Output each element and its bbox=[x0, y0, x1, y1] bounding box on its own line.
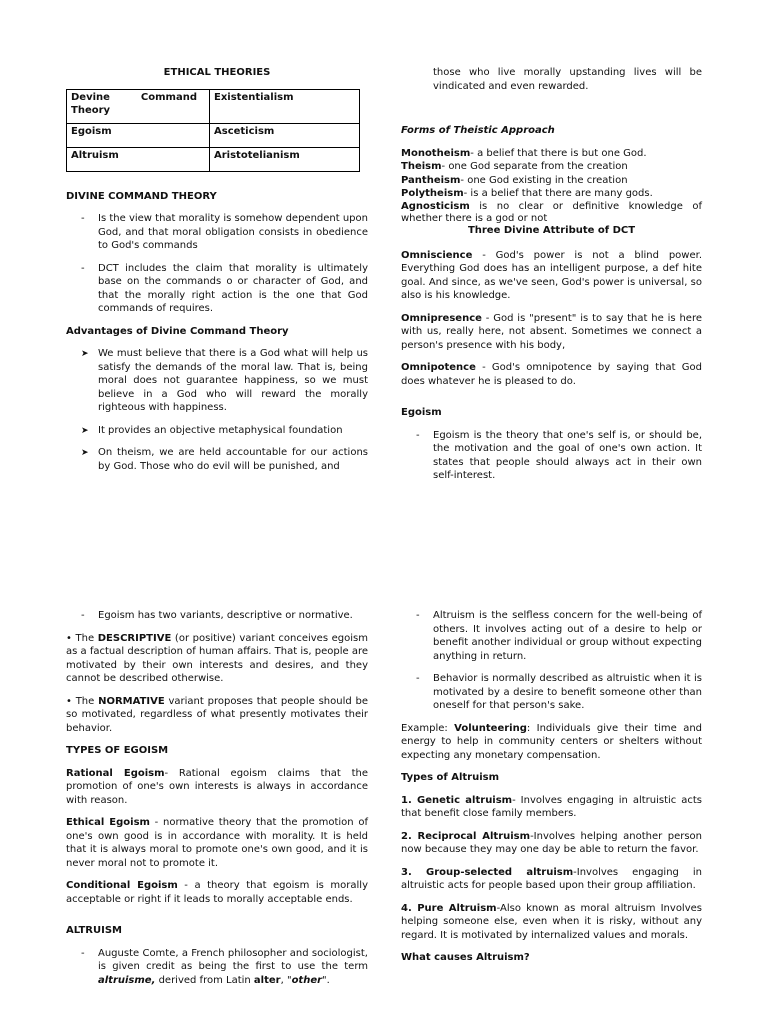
attribute-item: Omnipresence - God is "present" is to say that he is here with us, really here, not absent. Sometimes we connect a person's presence with his body, bbox=[401, 312, 702, 351]
list-item: Monotheism- a belief that there is but one God. bbox=[401, 147, 647, 159]
table-row bbox=[67, 123, 360, 147]
normative-paragraph: • The NORMATIVE variant proposes that people should be so motivated, regardless of what presently motivates their behavior. bbox=[66, 695, 369, 734]
table-row bbox=[67, 147, 360, 171]
list-item: - Auguste Comte, a French philosopher and sociologist, is given credit as being the first to use the term altruisme, derived from Latin alter, "other". bbox=[81, 947, 368, 986]
attribute-item: Omnipotence - God's omnipotence by saying that God does whatever he is pleased to do. bbox=[401, 362, 702, 387]
dash-bullet: - bbox=[416, 429, 420, 441]
list-item: - Egoism is the theory that one's self is, or should be, the motivation and the goal of one's own action. It states that people should always act in their own self-interest. bbox=[416, 429, 702, 481]
altruism-type-item: 2. Reciprocal Altruism-Involves helping another person now because they may one day be able to return the favor. bbox=[401, 830, 702, 855]
descriptive-paragraph: • The DESCRIPTIVE (or positive) variant conceives egoism as a factual description of human affairs. That is, people are motivated by their own interests and desires, and they cannot be described otherwise. bbox=[66, 632, 369, 684]
list-item: Theism- one God separate from the creation bbox=[401, 161, 628, 172]
table-cell: Egoism bbox=[67, 123, 210, 147]
theistic-heading: Forms of Theistic Approach bbox=[401, 125, 555, 136]
altruism-type-item: 3. Group-selected altruism-Involves engaging in altruistic acts for people based upon their group affiliation. bbox=[401, 866, 702, 891]
list-item: - Altruism is the selfless concern for the well-being of others. It involves acting out of a desire to help or benefit another individual or group without expecting anything in return. bbox=[416, 610, 702, 662]
altruism-type-item: 1. Genetic altruism- Involves engaging in altruistic acts that benefit close family members. bbox=[401, 794, 702, 819]
example-paragraph: Example: Volunteering: Individuals give their time and energy to help in community centers or shelters without expecting any monetary compensation. bbox=[401, 722, 703, 761]
theistic-list bbox=[401, 147, 702, 225]
types-of-egoism-heading: TYPES OF EGOISM bbox=[66, 745, 169, 756]
advantages-heading: Advantages of Divine Command Theory bbox=[66, 325, 289, 337]
altruism-type-item: 4. Pure Altruism-Also known as moral altruism Involves helping someone else, even when it is risky, without any regard. It is motivated by internalized values and morals. bbox=[401, 902, 702, 941]
egoism-heading: Egoism bbox=[401, 407, 442, 418]
table-cell: Altruism bbox=[67, 147, 210, 171]
page-1-left-column bbox=[66, 66, 368, 473]
table-cell: Asceticism bbox=[210, 123, 360, 147]
dct-continued-text: those who live morally upstanding lives will be vindicated and even rewarded. bbox=[433, 67, 702, 92]
arrow-bullet-icon: ➤ bbox=[81, 349, 89, 359]
theories-table bbox=[66, 89, 360, 172]
arrow-bullet-icon: ➤ bbox=[81, 425, 89, 436]
table-cell: Aristotelianism bbox=[210, 147, 360, 171]
dash-bullet: - bbox=[416, 673, 420, 684]
arrow-bullet-icon: ➤ bbox=[81, 448, 89, 458]
page-2-left-column bbox=[66, 609, 368, 987]
page-2-right-column bbox=[401, 609, 702, 965]
list-item: ➤ On theism, we are held accountable for our actions by God. Those who do evil will be punished, and bbox=[81, 447, 368, 472]
list-item: - DCT includes the claim that morality is ultimately base on the commands o or character of God, and that the morally right action is the one that God commands of requires. bbox=[81, 262, 368, 314]
document-title: ETHICAL THEORIES bbox=[163, 67, 271, 78]
list-item: - Behavior is normally described as altruistic when it is motivated by a desire to benefit someone other than oneself for that person's sake. bbox=[416, 673, 702, 711]
page-1-right-column bbox=[401, 66, 702, 483]
table-cell: Existentialism bbox=[210, 89, 360, 123]
list-item: Pantheism- one God existing in the creation bbox=[401, 174, 628, 186]
list-item: - Is the view that morality is somehow dependent upon God, and that moral obligation consists in obedience to God's commands bbox=[81, 213, 368, 251]
dash-bullet: - bbox=[81, 947, 85, 959]
egoism-type-item: Rational Egoism- Rational egoism claims that the promotion of one's own interests is always in accordance with reason. bbox=[66, 767, 368, 806]
dash-bullet: - bbox=[81, 213, 85, 224]
types-of-altruism-heading: Types of Altruism bbox=[401, 772, 500, 783]
attributes-heading: Three Divine Attribute of DCT bbox=[467, 224, 636, 236]
dash-bullet: - bbox=[416, 610, 420, 621]
list-item: ➤ We must believe that there is a God what will help us satisfy the demands of the moral law. That is, being moral does not guarantee happiness, so we must believe in a God who will reward the morally righteous with happiness. bbox=[81, 348, 368, 413]
causes-heading: What causes Altruism? bbox=[401, 952, 530, 963]
altruism-heading: ALTRUISM bbox=[66, 925, 122, 936]
egoism-type-item: Ethical Egoism - normative theory that the promotion of one's own good is in accordance with morality. It is held that it is always moral to promote one's own good, and it is never moral not to promote it. bbox=[66, 817, 368, 869]
list-item: - Egoism has two variants, descriptive or normative. bbox=[81, 610, 353, 621]
table-cell: Devine Command Theory bbox=[67, 89, 210, 123]
list-item: ➤ It provides an objective metaphysical foundation bbox=[66, 424, 368, 438]
list-item: Polytheism- is a belief that there are many gods. bbox=[401, 188, 653, 199]
dash-bullet: - bbox=[81, 262, 85, 274]
attribute-item: Omniscience - God's power is not a blind power. Everything God does has an intelligent purpose, a def hite goal. And since, as we've seen, God's power is universal, so also is his knowledge. bbox=[401, 249, 702, 301]
list-item: Agnosticism is no clear or definitive knowledge of whether there is a god or not bbox=[401, 200, 702, 224]
dash-bullet: - bbox=[81, 610, 85, 621]
table-row bbox=[67, 89, 360, 123]
dct-heading: DIVINE COMMAND THEORY bbox=[66, 190, 217, 202]
egoism-type-item: Conditional Egoism - a theory that egoism is morally acceptable or right if it leads to morally acceptable ends. bbox=[66, 880, 368, 905]
